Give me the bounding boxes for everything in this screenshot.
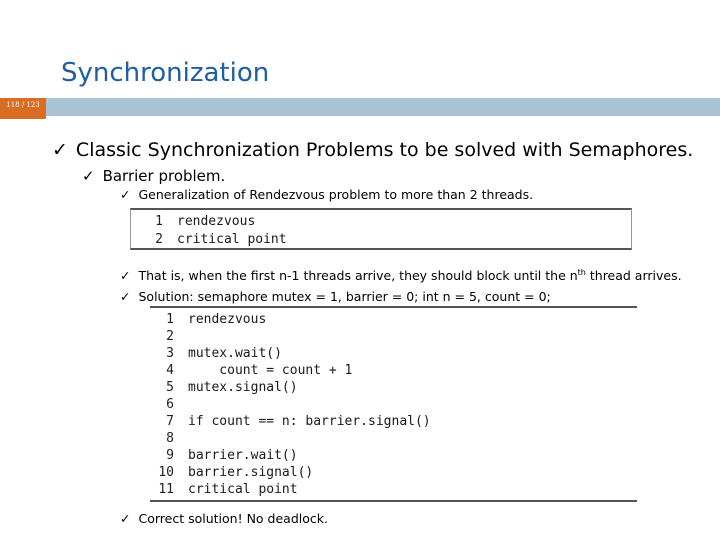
- code-line: [150, 362, 637, 379]
- code-text: mutex.signal(): [188, 380, 298, 395]
- checkmark-icon: ✓: [52, 139, 68, 161]
- code-line: [150, 447, 637, 464]
- header-bar: [0, 98, 720, 116]
- code-text: barrier.wait(): [188, 448, 298, 463]
- code-block-1: [130, 208, 632, 250]
- code-line: [150, 345, 637, 362]
- bullet-text: thread arrives.: [585, 268, 682, 284]
- code-text: rendezvous: [188, 312, 267, 327]
- bullet-text: Correct solution! No deadlock.: [138, 511, 328, 526]
- code-block-2: [150, 306, 637, 502]
- bullet-level3: [120, 289, 551, 304]
- code-text: critical point: [188, 482, 298, 497]
- line-number: 8: [166, 431, 174, 446]
- code-line: [150, 464, 637, 481]
- code-text: if count == n: barrier.signal(): [188, 414, 431, 429]
- checkmark-icon: ✓: [120, 268, 131, 284]
- bullet-level2: [82, 167, 225, 185]
- line-number: 9: [166, 448, 174, 463]
- line-number: 11: [158, 482, 174, 497]
- bullet-level3: [120, 187, 533, 202]
- line-number: 4: [166, 363, 174, 378]
- code-text: barrier.signal(): [188, 465, 314, 480]
- code-line: [150, 311, 637, 328]
- line-number: 3: [166, 346, 174, 361]
- code-text: critical point: [177, 231, 287, 247]
- line-number: 5: [166, 380, 174, 395]
- bullet-text: Barrier problem.: [102, 167, 226, 185]
- superscript: th: [577, 268, 586, 277]
- code-line: [150, 328, 637, 345]
- code-line: [150, 413, 637, 430]
- code-line: [131, 213, 631, 231]
- line-number: 1: [166, 312, 174, 327]
- code-line: [150, 396, 637, 413]
- line-number: 6: [166, 397, 174, 412]
- code-line: [150, 430, 637, 447]
- checkmark-icon: ✓: [120, 289, 131, 304]
- bullet-level3: [120, 511, 328, 526]
- bullet-text: Generalization of Rendezvous problem to more than 2 threads.: [138, 187, 534, 202]
- line-number: 2: [155, 231, 163, 247]
- checkmark-icon: ✓: [120, 187, 131, 202]
- line-number: 1: [155, 214, 163, 229]
- bullet-text: That is, when the first n-1 threads arrive, they should block until the n: [138, 268, 578, 284]
- line-number: 7: [166, 414, 174, 429]
- checkmark-icon: ✓: [120, 511, 131, 526]
- code-line: [150, 481, 637, 498]
- slide-title: Synchronization: [61, 58, 270, 88]
- code-line: [150, 379, 637, 396]
- code-line: [131, 231, 631, 249]
- code-text: rendezvous: [177, 214, 256, 229]
- bullet-level3: [120, 268, 682, 283]
- slide-number-badge: 118 / 123: [0, 98, 46, 119]
- bullet-text: Classic Synchronization Problems to be solved with Semaphores.: [75, 139, 694, 161]
- checkmark-icon: ✓: [82, 167, 95, 185]
- code-text: mutex.wait(): [188, 346, 282, 361]
- bullet-level1: [52, 139, 693, 161]
- line-number: 10: [158, 465, 174, 480]
- line-number: 2: [166, 329, 174, 344]
- bullet-text: Solution: semaphore mutex = 1, barrier = 0; int n = 5, count = 0;: [138, 289, 551, 304]
- code-text: count = count + 1: [188, 363, 353, 378]
